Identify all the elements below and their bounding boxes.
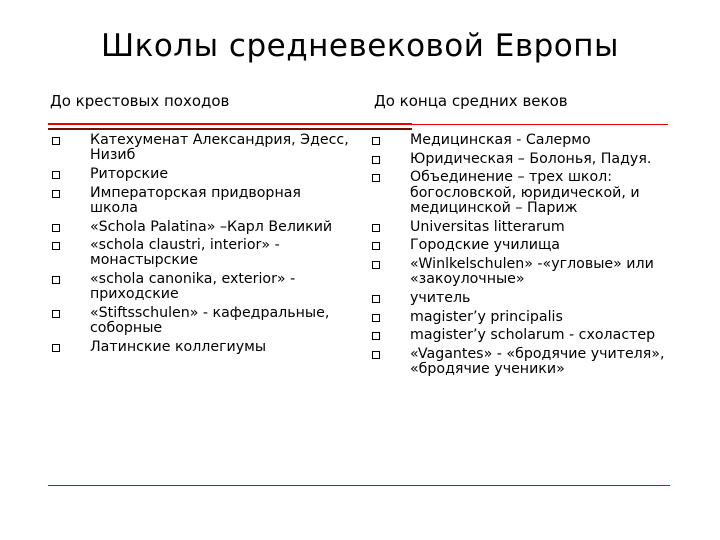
list-item: [52, 272, 352, 302]
list-item-text: Объединение – трех школ: богословской, юридической, и медицинской – Париж: [410, 169, 640, 216]
list-item: [372, 310, 672, 325]
list-item: [52, 220, 352, 235]
square-bullet-icon: [372, 295, 380, 303]
square-bullet-icon: [372, 242, 380, 250]
list-item-text: «Vagantes» - «бродячие учителя», «бродячие ученики»: [410, 345, 665, 378]
list-item-text: «Schola Palatina» –Карл Великий: [90, 218, 333, 235]
header-rule-red: [48, 123, 412, 125]
list-item-text: magister’y scholarum - схоластер: [410, 327, 656, 344]
header-rule-dark: [48, 128, 412, 130]
column-heading-right: До конца средних веков: [374, 92, 568, 110]
square-bullet-icon: [372, 261, 380, 269]
list-item: [52, 238, 352, 268]
list-item-text: «Stiftsschulen» - кафедральные, соборные: [90, 305, 330, 337]
list-item-text: «schola claustri, interior» - монастырские: [90, 237, 280, 269]
square-bullet-icon: [52, 242, 60, 250]
list-item: [372, 133, 672, 148]
square-bullet-icon: [52, 344, 60, 352]
square-bullet-icon: [52, 171, 60, 179]
list-item: [52, 167, 352, 182]
bullet-list-right: [372, 133, 672, 381]
list-item: [52, 133, 352, 163]
list-item: [52, 306, 352, 336]
square-bullet-icon: [372, 224, 380, 232]
list-item: [372, 257, 672, 287]
bullet-list-left: [52, 133, 352, 359]
list-item-text: «Winlkelschulen» -«угловые» или «закоулочные»: [410, 255, 654, 288]
list-item-text: Катехуменат Александрия, Эдесс, Низиб: [90, 132, 349, 164]
list-item-text: «schola canonika, exterior» - приходские: [90, 271, 296, 303]
square-bullet-icon: [372, 351, 380, 359]
list-item-text: magister’y principalis: [410, 308, 563, 325]
square-bullet-icon: [372, 156, 380, 164]
square-bullet-icon: [52, 276, 60, 284]
list-item-text: Латинские коллегиумы: [90, 338, 267, 355]
square-bullet-icon: [52, 137, 60, 145]
square-bullet-icon: [52, 310, 60, 318]
square-bullet-icon: [372, 314, 380, 322]
column-heading-left: До крестовых походов: [50, 92, 230, 110]
header-rule-red-thin: [412, 124, 668, 125]
list-item: [372, 347, 672, 377]
list-item-text: Universitas litterarum: [410, 218, 565, 235]
footer-rule-red: [48, 485, 670, 486]
list-item: [372, 220, 672, 235]
list-item-text: Императорская придворная школа: [90, 184, 301, 216]
list-item: [372, 152, 672, 167]
square-bullet-icon: [372, 332, 380, 340]
list-item: [52, 340, 352, 355]
square-bullet-icon: [52, 190, 60, 198]
list-item: [52, 186, 352, 216]
slide-title: Школы средневековой Европы: [100, 28, 620, 64]
square-bullet-icon: [372, 174, 380, 182]
list-item-text: учитель: [410, 289, 471, 306]
square-bullet-icon: [372, 137, 380, 145]
list-item-text: Риторские: [90, 165, 169, 182]
list-item-text: Юридическая – Болонья, Падуя.: [410, 150, 652, 167]
list-item: [372, 328, 672, 343]
list-item: [372, 170, 672, 216]
list-item: [372, 238, 672, 253]
list-item-text: Медицинская - Салермо: [410, 132, 591, 148]
list-item-text: Городские училища: [410, 237, 561, 254]
list-item: [372, 291, 672, 306]
square-bullet-icon: [52, 224, 60, 232]
